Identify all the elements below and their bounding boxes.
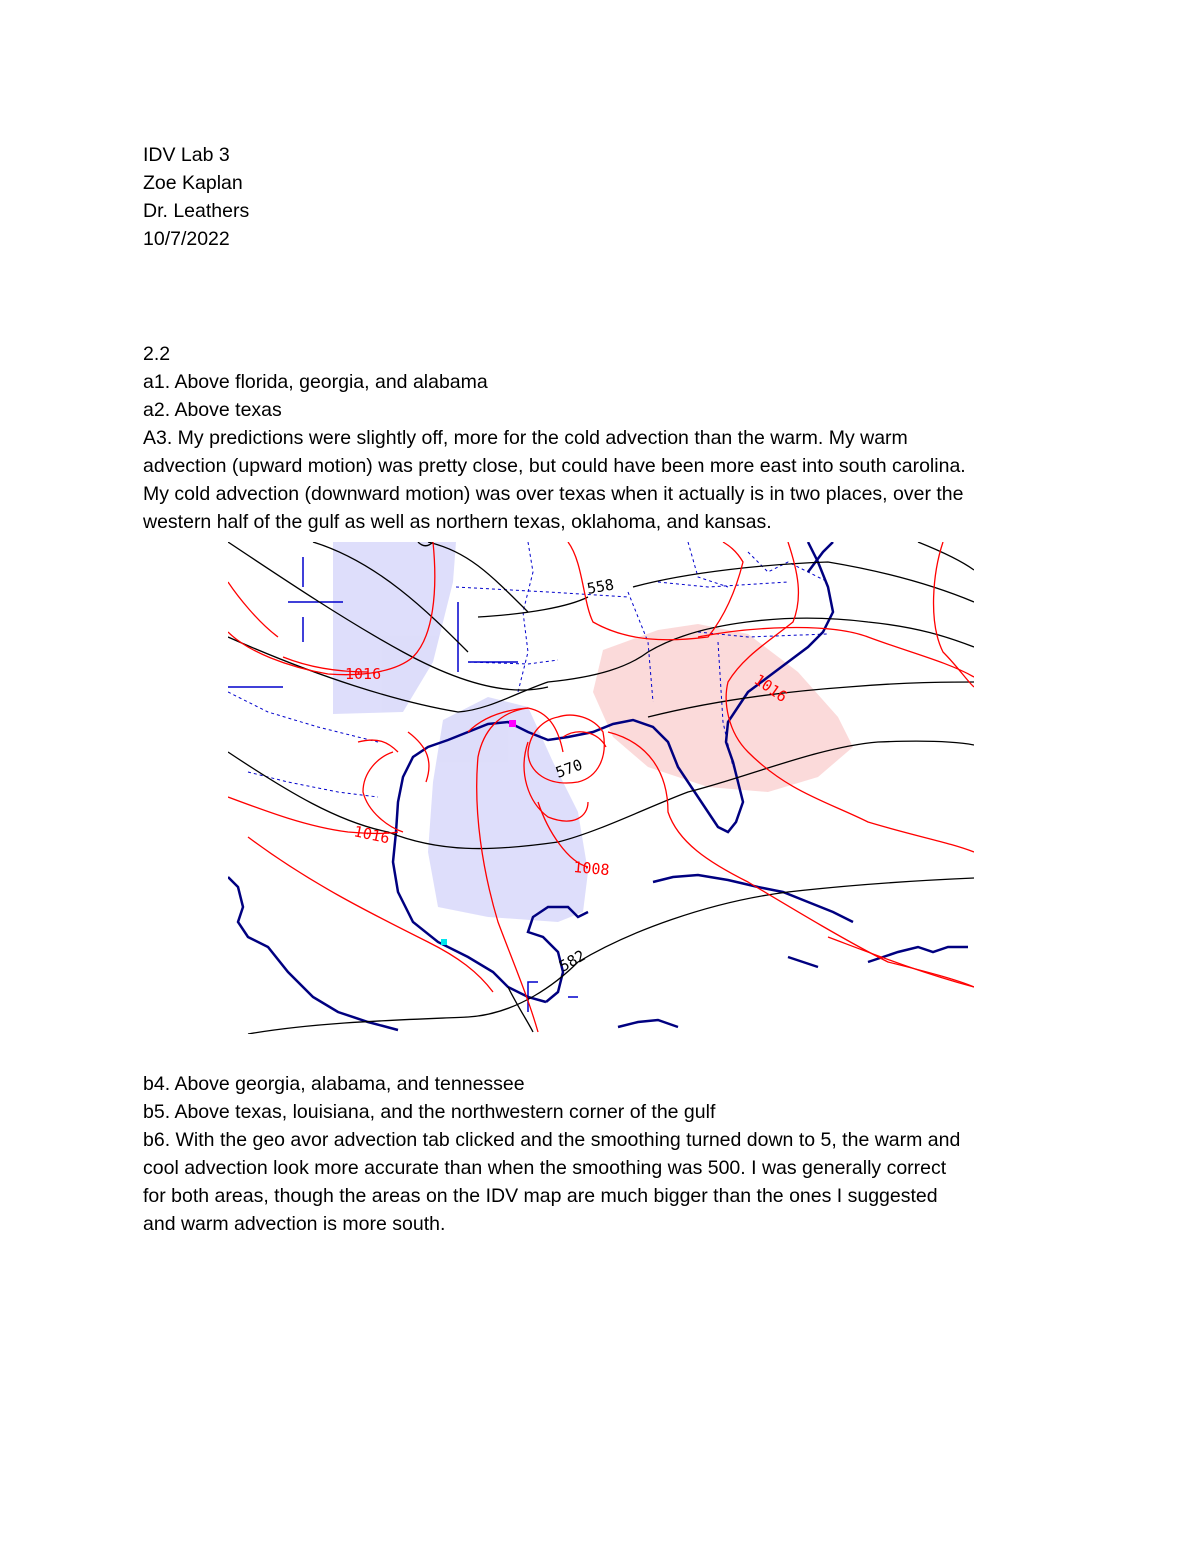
magenta-station-marker [509, 720, 516, 727]
answer-a3-line: My cold advection (downward motion) was over texas when it actually is in two places, over the [143, 483, 964, 505]
pressure-label: 1016 [352, 822, 392, 848]
cyan-station-marker [441, 939, 447, 945]
answer-a2: a2. Above texas [143, 399, 282, 421]
cold-advection-shading [333, 542, 588, 922]
height-label: 582 [556, 946, 589, 976]
document-title: IDV Lab 3 [143, 144, 230, 166]
section-number: 2.2 [143, 343, 171, 365]
answer-a3-line: advection (upward motion) was pretty close, but could have been more east into south carolina. [143, 455, 966, 477]
answer-b6-line: b6. With the geo avor advection tab clicked and the smoothing turned down to 5, the warm and [143, 1129, 961, 1151]
pressure-label: 1016 [345, 665, 382, 683]
answer-a1: a1. Above florida, georgia, and alabama [143, 371, 488, 393]
warm-advection-shading [593, 624, 853, 792]
answer-b6-line: and warm advection is more south. [143, 1213, 446, 1235]
pressure-label: 1008 [572, 858, 611, 880]
instructor-name: Dr. Leathers [143, 200, 250, 222]
answer-b6-line: cool advection look more accurate than when the smoothing was 500. I was generally correct [143, 1157, 947, 1179]
answer-b5: b5. Above texas, louisiana, and the northwestern corner of the gulf [143, 1101, 716, 1123]
document-date: 10/7/2022 [143, 228, 230, 250]
answer-a3-line: western half of the gulf as well as northern texas, oklahoma, and kansas. [143, 511, 772, 533]
height-label: 558 [585, 575, 616, 598]
answer-a3-line: A3. My predictions were slightly off, more for the cold advection than the warm. My warm [143, 427, 908, 449]
idv-weather-map [228, 542, 974, 1034]
author-name: Zoe Kaplan [143, 172, 243, 194]
answer-a3 [143, 424, 1063, 536]
pressure-label: 1016 [750, 670, 791, 706]
answer-b4: b4. Above georgia, alabama, and tennessee [143, 1073, 525, 1095]
answer-b6 [143, 1126, 1063, 1238]
height-label: 570 [553, 755, 585, 782]
answer-b6-line: for both areas, though the areas on the IDV map are much bigger than the ones I suggested [143, 1185, 938, 1207]
